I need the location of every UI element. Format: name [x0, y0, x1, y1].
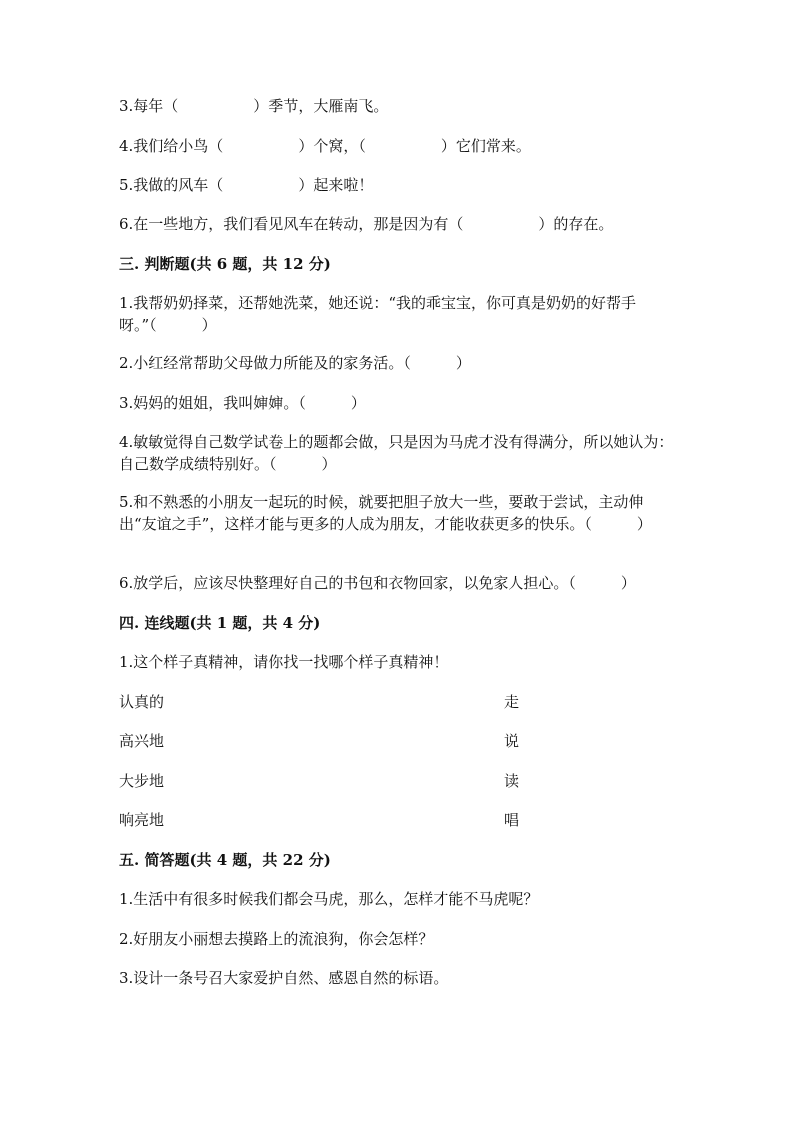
short-answer-item-1: 1.生活中有很多时候我们都会马虎，那么，怎样才能不马虎呢？: [119, 890, 539, 908]
section-heading-judgment: 三. 判断题(共 6 题，共 12 分): [119, 255, 331, 273]
judgment-item-5: 5.和不熟悉的小朋友一起玩的时候，就要把胆子放大一些，要敢于尝试，主动伸出“友谊之手”，这样才能与更多的人成为朋友，才能收获更多的快乐。（ ）: [119, 493, 652, 533]
matching-left-item-2: 高兴地: [119, 732, 165, 750]
judgment-item-6: 6.放学后，应该尽快整理好自己的书包和衣物回家，以免家人担心。（ ）: [119, 574, 636, 592]
matching-right-item-2: 说: [504, 732, 520, 750]
matching-left-item-4: 响亮地: [119, 811, 165, 829]
fill-item-3: 3.每年（ ）季节，大雁南飞。: [119, 97, 389, 115]
judgment-item-1: 1.我帮奶奶择菜，还帮她洗菜，她还说：“我的乖宝宝，你可真是奶奶的好帮手呀。”（ ）: [119, 294, 636, 334]
section-heading-matching: 四. 连线题(共 1 题，共 4 分): [119, 614, 321, 632]
section-heading-short-answer: 五. 简答题(共 4 题，共 22 分): [119, 851, 331, 869]
judgment-item-4: 4.敏敏觉得自己数学试卷上的题都会做，只是因为马虎才没有得满分，所以她认为：自己数学成绩特别好。（ ）: [119, 433, 674, 473]
matching-right-item-3: 读: [504, 772, 520, 790]
matching-right-item-4: 唱: [504, 811, 520, 829]
matching-question: 1.这个样子真精神，请你找一找哪个样子真精神！: [119, 653, 449, 671]
matching-right-item-1: 走: [504, 693, 520, 711]
fill-item-6: 6.在一些地方，我们看见风车在转动，那是因为有（ ）的存在。: [119, 215, 614, 233]
judgment-item-3: 3.妈妈的姐姐，我叫婶婶。（ ）: [119, 394, 366, 412]
matching-left-item-3: 大步地: [119, 772, 165, 790]
short-answer-item-2: 2.好朋友小丽想去摸路上的流浪狗，你会怎样？: [119, 930, 434, 948]
matching-left-item-1: 认真的: [119, 693, 165, 711]
judgment-item-2: 2.小红经常帮助父母做力所能及的家务活。（ ）: [119, 354, 471, 372]
fill-item-4: 4.我们给小鸟（ ）个窝，（ ）它们常来。: [119, 137, 531, 155]
fill-item-5: 5.我做的风车（ ）起来啦！: [119, 176, 374, 194]
short-answer-item-3: 3.设计一条号召大家爱护自然、感恩自然的标语。: [119, 969, 449, 987]
